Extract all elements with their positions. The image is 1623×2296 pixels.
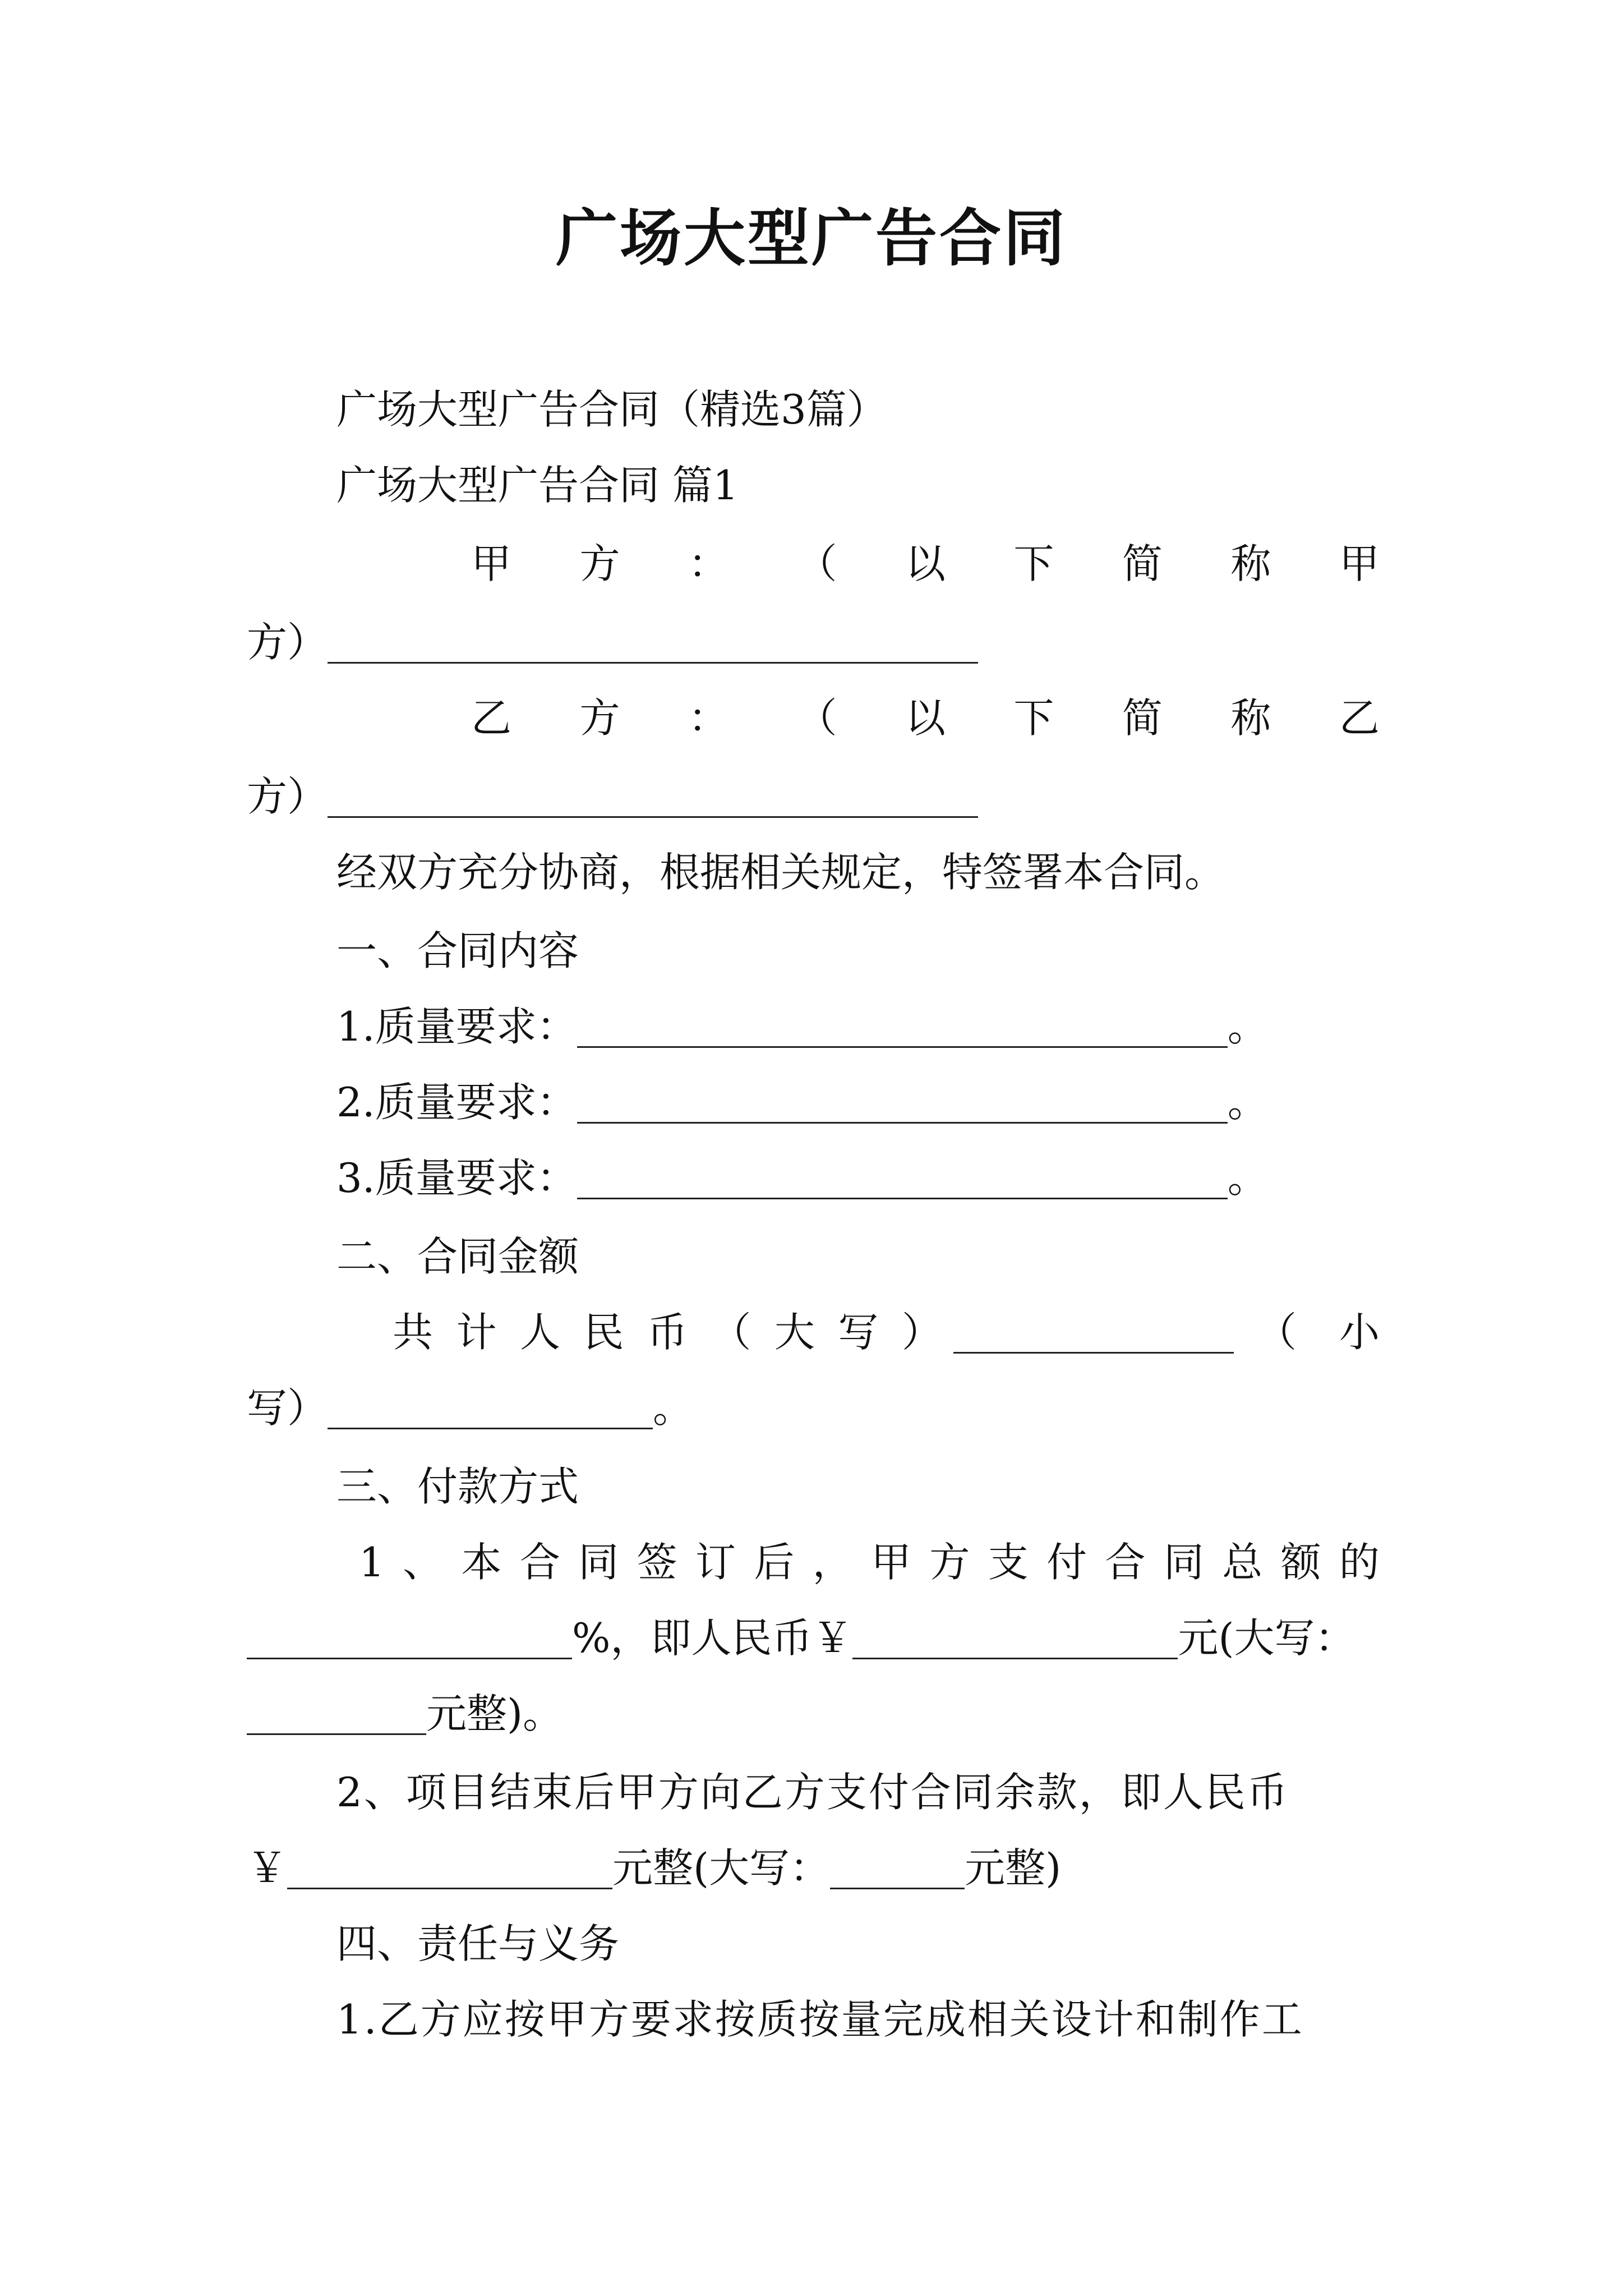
amount-char: （ [711,1309,751,1356]
party-a-char: （ [796,540,837,587]
quality-blank[interactable] [577,1082,1228,1124]
balance-upper-text: 元整(大写： [612,1844,831,1892]
amount-line2 [247,1377,693,1439]
payment-char: 1 [359,1539,385,1586]
payment-char: 总 [1222,1539,1263,1586]
amount-line-end [1234,1301,1380,1363]
payment-char: 后 [754,1539,795,1586]
percent-blank[interactable] [247,1617,572,1659]
payment-char: 签 [637,1539,677,1586]
subtitle: 广场大型广告合同（精选3篇） [336,386,887,433]
payment-p2-line1: 2、项目结束后甲方向乙方支付合同余款，即人民币 [336,1769,1289,1816]
payment-char: 合 [519,1539,560,1586]
party-b-line [471,687,1380,749]
payment-char: 甲 [871,1539,912,1586]
party-b-cont-text: 方） [247,773,328,820]
party-a-cont-text: 方） [247,619,328,666]
section1-heading: 一、合同内容 [336,927,579,974]
amount-end-char: 小 [1339,1309,1380,1356]
party-a-line [471,533,1380,595]
party-b-char: 方 [579,694,620,742]
party-a-char: 方 [579,540,620,587]
quality-item [336,1071,1268,1133]
payment-char: 方 [929,1539,970,1586]
quality-label: 2.质量要求： [336,1079,577,1126]
balance-blank[interactable] [287,1847,612,1889]
amount-line [393,1301,1380,1363]
balance-end-text: 元整) [965,1844,1062,1892]
quality-label: 3.质量要求： [336,1154,577,1202]
amount-upper-blank[interactable] [953,1312,1234,1354]
party-a-cont [247,611,978,673]
amount-char: 计 [456,1309,497,1356]
party-a-char: 甲 [471,540,512,587]
amount-char: 币 [647,1309,688,1356]
payment-upper-text: 元(大写： [1178,1614,1355,1662]
party-b-cont [247,766,978,827]
party-a-char: 以 [905,540,946,587]
party-a-char: 称 [1230,540,1271,587]
payment-char: 本 [461,1539,502,1586]
amount-end-char: （ [1256,1309,1297,1356]
amount-lower-blank[interactable] [328,1387,653,1429]
amount-line2-start: 写） [247,1384,328,1432]
payment-p1-line1 [359,1531,1380,1593]
yen-sign: ￥ [247,1844,288,1892]
quality-blank[interactable] [577,1157,1228,1199]
quality-item [336,996,1268,1057]
party-a-blank[interactable] [328,622,978,664]
payment-char: 合 [1105,1539,1146,1586]
payment-char: 同 [578,1539,619,1586]
party-b-char: （ [796,694,837,742]
party-b-blank[interactable] [328,776,978,818]
payment-p1-line2 [247,1607,1355,1669]
payment-char: 的 [1339,1539,1380,1586]
party-b-char: 以 [905,694,946,742]
quality-end: 。 [1227,1154,1268,1202]
quality-item [336,1147,1268,1209]
party-a-char: ： [688,540,728,587]
balance-upper-blank[interactable] [830,1847,965,1889]
quality-end: 。 [1227,1003,1268,1050]
section4-heading: 四、责任与义务 [336,1920,620,1967]
party-b-char: 简 [1122,694,1163,742]
party-a-char: 下 [1013,540,1054,587]
payment-p1-line3 [247,1683,563,1745]
amount-chars [393,1301,942,1363]
party-b-char: 称 [1230,694,1271,742]
section-label: 广场大型广告合同 篇1 [336,462,739,509]
preamble: 经双方充分协商，根据相关规定，特签署本合同。 [336,849,1225,896]
party-b-char: 乙 [1339,694,1380,742]
amount-char: ） [901,1309,942,1356]
payment-char: 订 [695,1539,736,1586]
section2-heading: 二、合同金额 [336,1233,579,1280]
upper-amount-blank[interactable] [247,1693,426,1735]
amount-char: 人 [519,1309,560,1356]
party-b-char: 乙 [471,694,512,742]
amount-char: 大 [774,1309,815,1356]
payment-char: ， [812,1539,853,1586]
payment-p1-end: 元整)。 [426,1690,564,1737]
amount-char: 共 [393,1309,434,1356]
quality-end: 。 [1227,1079,1268,1126]
duty-p1: 1.乙方应按甲方要求按质按量完成相关设计和制作工 [336,1996,1304,2043]
payment-char: 同 [1163,1539,1204,1586]
party-a-char: 简 [1122,540,1163,587]
rmb-amount-blank[interactable] [852,1617,1178,1659]
amount-char: 民 [583,1309,624,1356]
party-a-char: 甲 [1339,540,1380,587]
section3-heading: 三、付款方式 [336,1463,579,1510]
quality-blank[interactable] [577,1006,1228,1048]
amount-line2-end: 。 [653,1384,694,1432]
party-b-char: ： [688,694,728,742]
payment-char: 、 [403,1539,444,1586]
page-title: 广场大型广告合同 [556,202,1067,274]
quality-label: 1.质量要求： [336,1003,577,1050]
payment-p2-line2 [247,1837,1061,1899]
payment-percent-text: %，即人民币￥ [572,1614,853,1662]
party-b-char: 下 [1013,694,1054,742]
payment-char: 支 [988,1539,1029,1586]
amount-char: 写 [838,1309,879,1356]
payment-char: 额 [1280,1539,1321,1586]
payment-char: 付 [1046,1539,1087,1586]
